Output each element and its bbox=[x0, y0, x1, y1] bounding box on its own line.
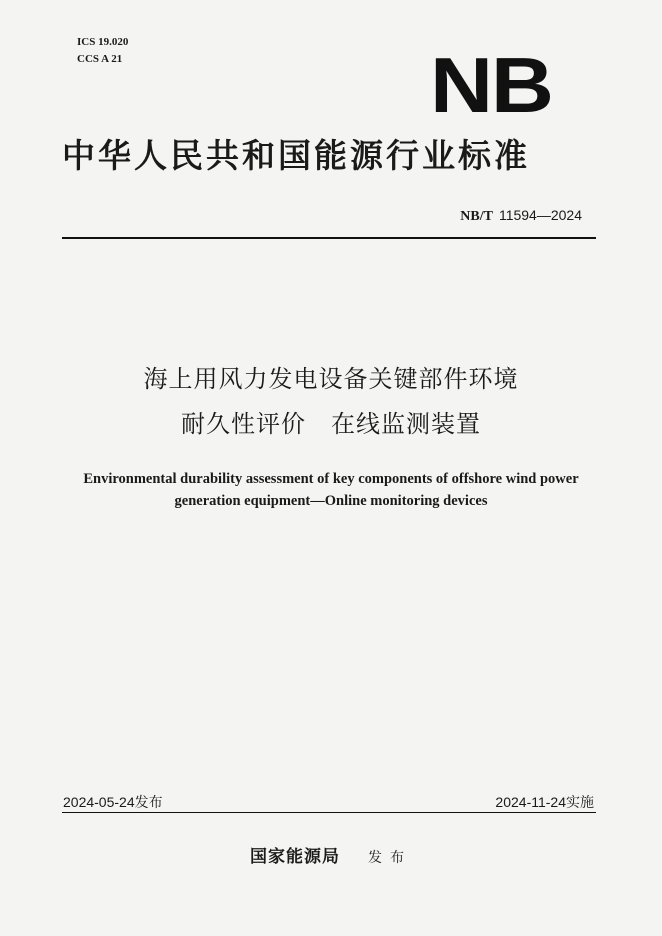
standard-number bbox=[460, 206, 582, 226]
standard-number-prefix: NB/T bbox=[460, 209, 493, 224]
title-en-line2: generation equipment—Online monitoring devices bbox=[174, 493, 488, 509]
title-en bbox=[40, 468, 622, 512]
title-cn-line2: 耐久性评价 在线监测装置 bbox=[181, 410, 481, 438]
title-cn-line1: 海上用风力发电设备关键部件环境 bbox=[143, 365, 519, 393]
implementation-date: 2024-11-24实施 bbox=[495, 794, 594, 810]
footer-divider bbox=[62, 812, 596, 813]
issue-date: 2024-05-24发布 bbox=[63, 794, 163, 810]
classification-codes bbox=[77, 34, 128, 68]
ics-code: ICS 19.020 bbox=[77, 36, 129, 48]
authority-name: 国家能源局 bbox=[250, 847, 340, 867]
issuer-title: 中华人民共和国能源行业标准 bbox=[62, 136, 530, 175]
issuing-authority bbox=[0, 846, 662, 869]
standard-number-value: 11594—2024 bbox=[498, 207, 582, 223]
title-en-line1: Environmental durability assessment of key components of offshore wind power bbox=[83, 471, 579, 487]
ccs-code: CCS A 21 bbox=[77, 53, 123, 65]
nb-logo: NB bbox=[430, 41, 552, 129]
header-divider bbox=[62, 237, 596, 239]
authority-action: 发布 bbox=[368, 850, 412, 866]
